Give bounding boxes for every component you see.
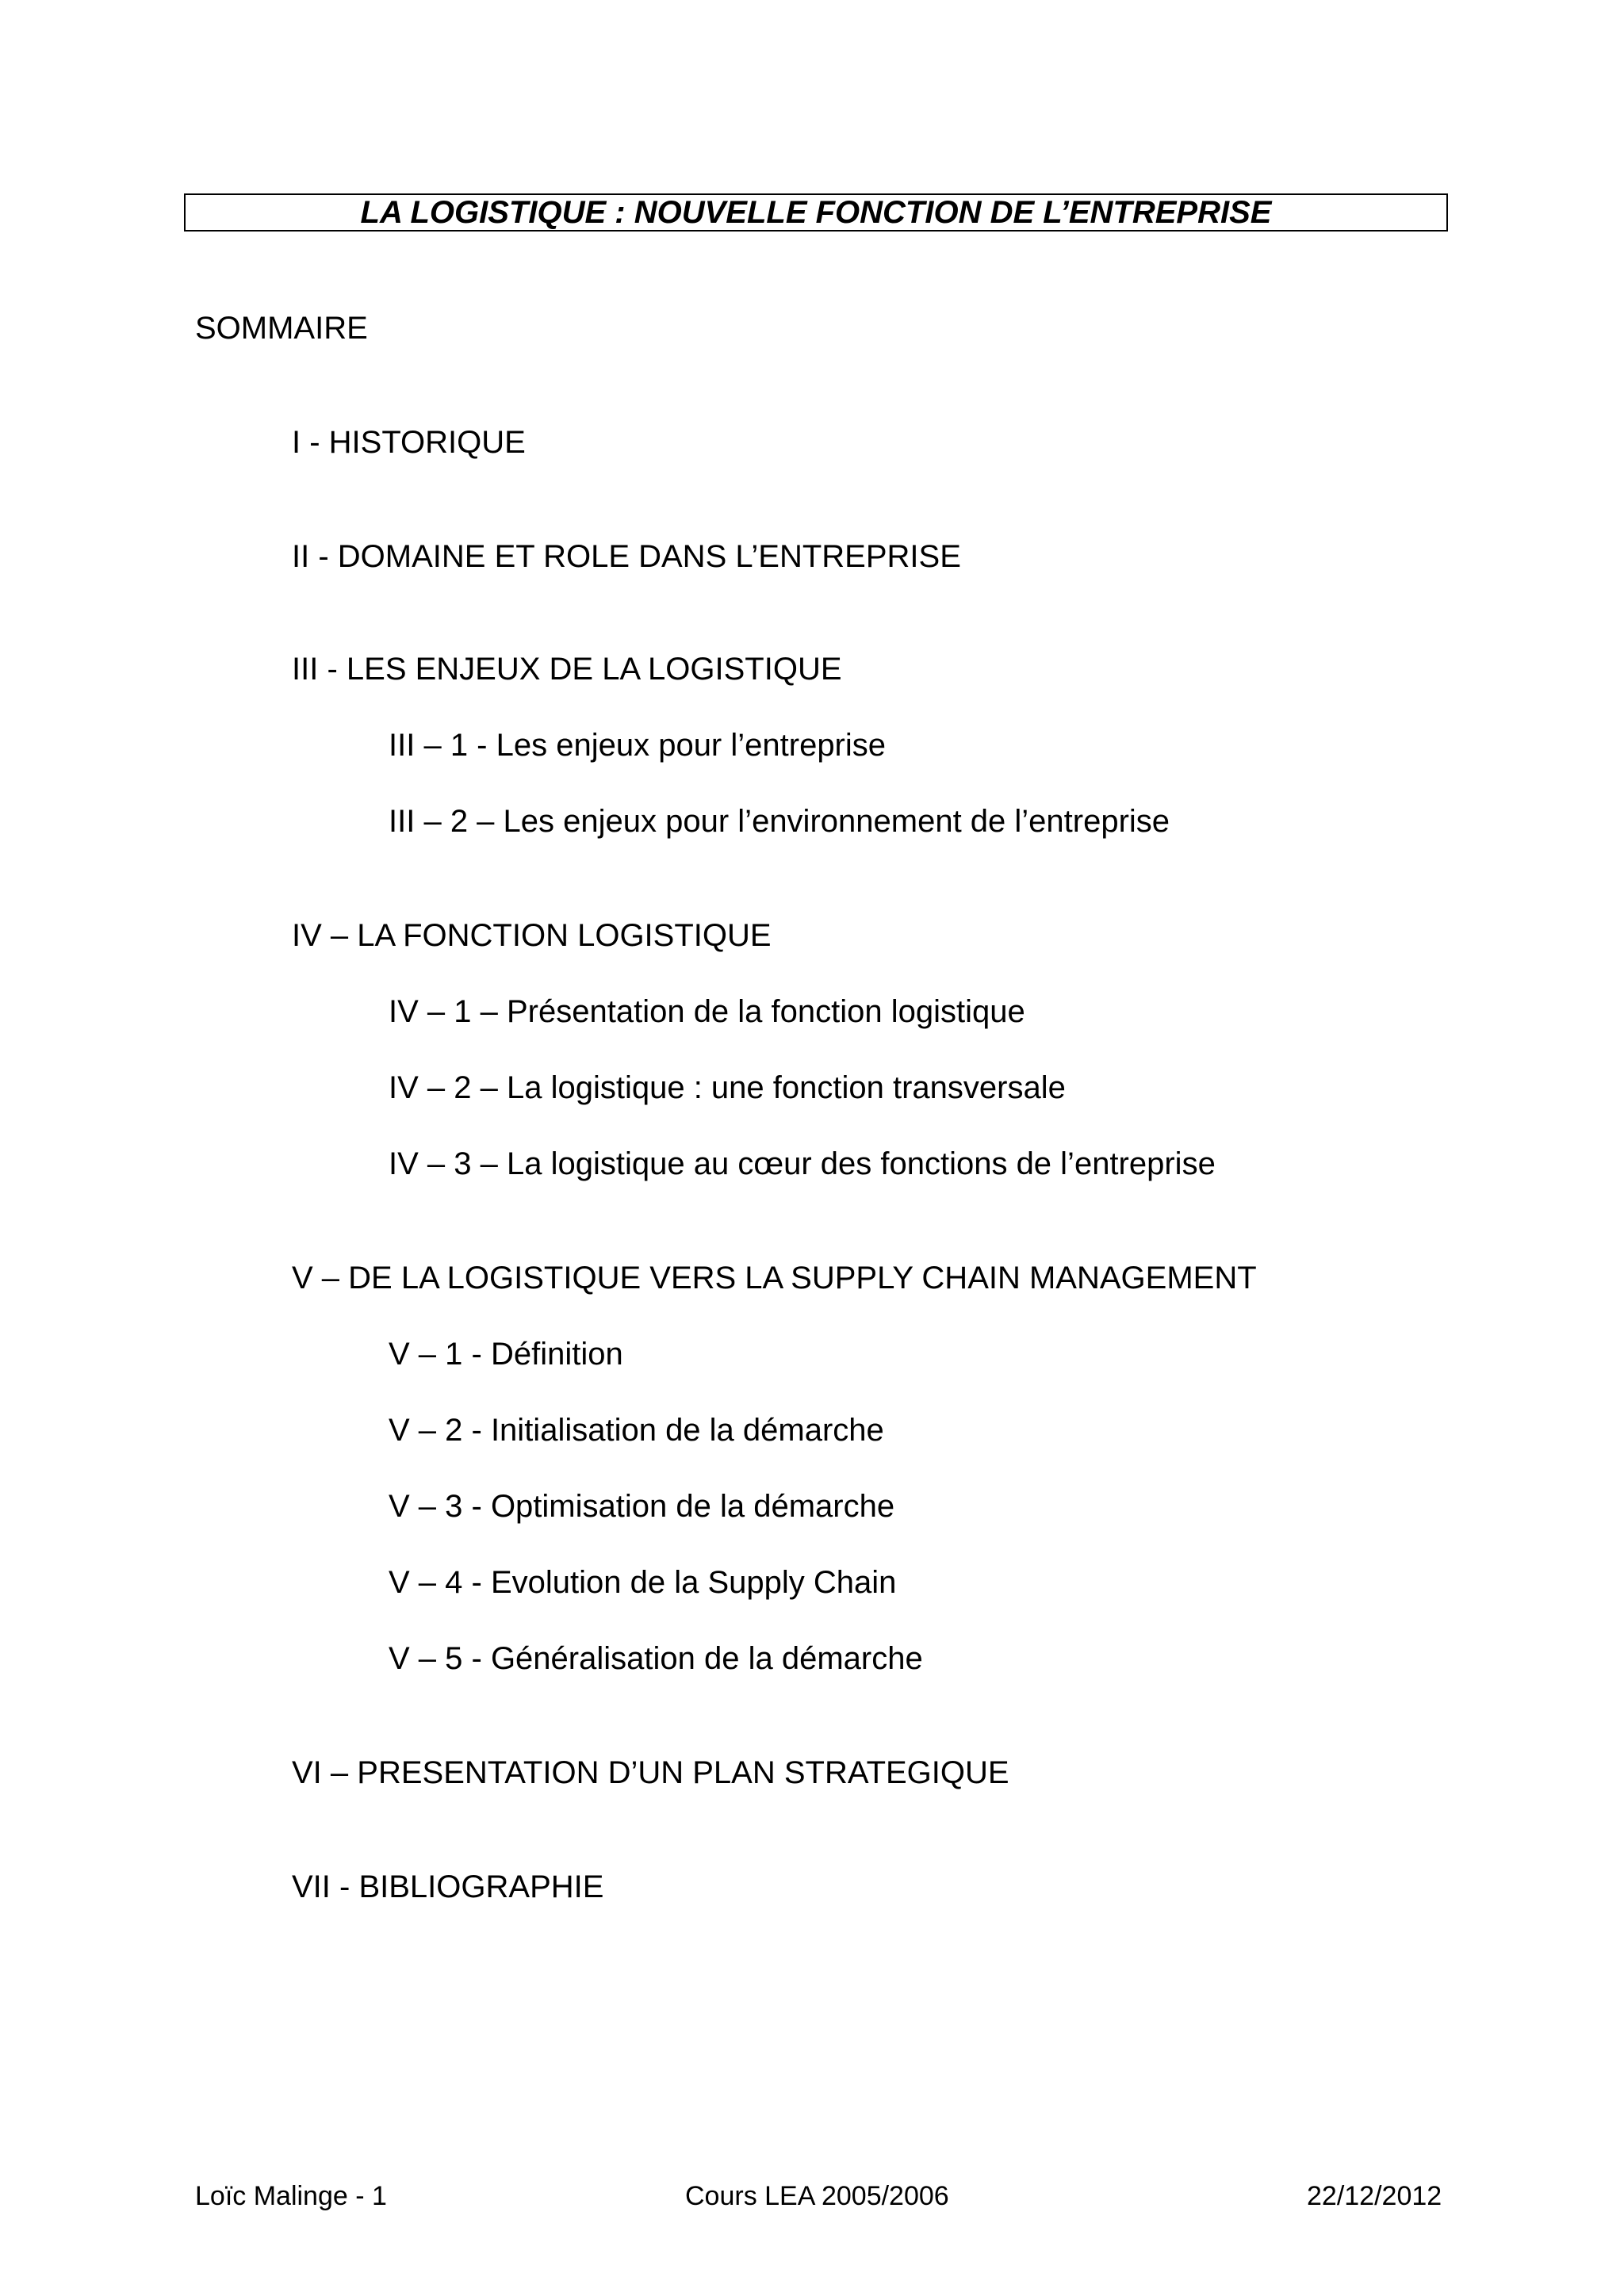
toc-subitem-optimisation: V – 3 - Optimisation de la démarche bbox=[389, 1489, 895, 1524]
toc-subitem-evolution: V – 4 - Evolution de la Supply Chain bbox=[389, 1565, 897, 1600]
toc-subitem-enjeux-entreprise: III – 1 - Les enjeux pour l’entreprise bbox=[389, 728, 887, 763]
toc-item-domaine-role: II - DOMAINE ET ROLE DANS L’ENTREPRISE bbox=[292, 539, 961, 574]
toc-subitem-definition: V – 1 - Définition bbox=[389, 1337, 623, 1372]
toc-item-bibliographie: VII - BIBLIOGRAPHIE bbox=[292, 1869, 604, 1904]
toc-subitem-fonction-transversale: IV – 2 – La logistique : une fonction transversale bbox=[389, 1070, 1066, 1105]
toc-item-fonction-logistique: IV – LA FONCTION LOGISTIQUE bbox=[292, 918, 772, 953]
toc-subitem-coeur-fonctions: IV – 3 – La logistique au cœur des fonctions de l’entreprise bbox=[389, 1146, 1216, 1181]
toc-item-plan-strategique: VI – PRESENTATION D’UN PLAN STRATEGIQUE bbox=[292, 1755, 1009, 1790]
toc-subitem-generalisation: V – 5 - Généralisation de la démarche bbox=[389, 1641, 923, 1676]
sommaire-heading: SOMMAIRE bbox=[195, 311, 368, 346]
document-title: LA LOGISTIQUE : NOUVELLE FONCTION DE L’ENTREPRISE bbox=[360, 195, 1272, 230]
toc-subitem-enjeux-environnement: III – 2 – Les enjeux pour l’environnement de l’entreprise bbox=[389, 804, 1170, 839]
toc-subitem-presentation-fonction: IV – 1 – Présentation de la fonction logistique bbox=[389, 994, 1025, 1029]
footer-course: Cours LEA 2005/2006 bbox=[685, 2181, 949, 2211]
toc-item-enjeux: III - LES ENJEUX DE LA LOGISTIQUE bbox=[292, 652, 842, 687]
footer-author-page: Loïc Malinge - 1 bbox=[195, 2181, 387, 2211]
toc-item-supply-chain-management: V – DE LA LOGISTIQUE VERS LA SUPPLY CHAIN MANAGEMENT bbox=[292, 1261, 1257, 1295]
toc-subitem-initialisation: V – 2 - Initialisation de la démarche bbox=[389, 1413, 884, 1448]
footer-date: 22/12/2012 bbox=[1307, 2181, 1442, 2211]
toc-item-historique: I - HISTORIQUE bbox=[292, 425, 526, 460]
